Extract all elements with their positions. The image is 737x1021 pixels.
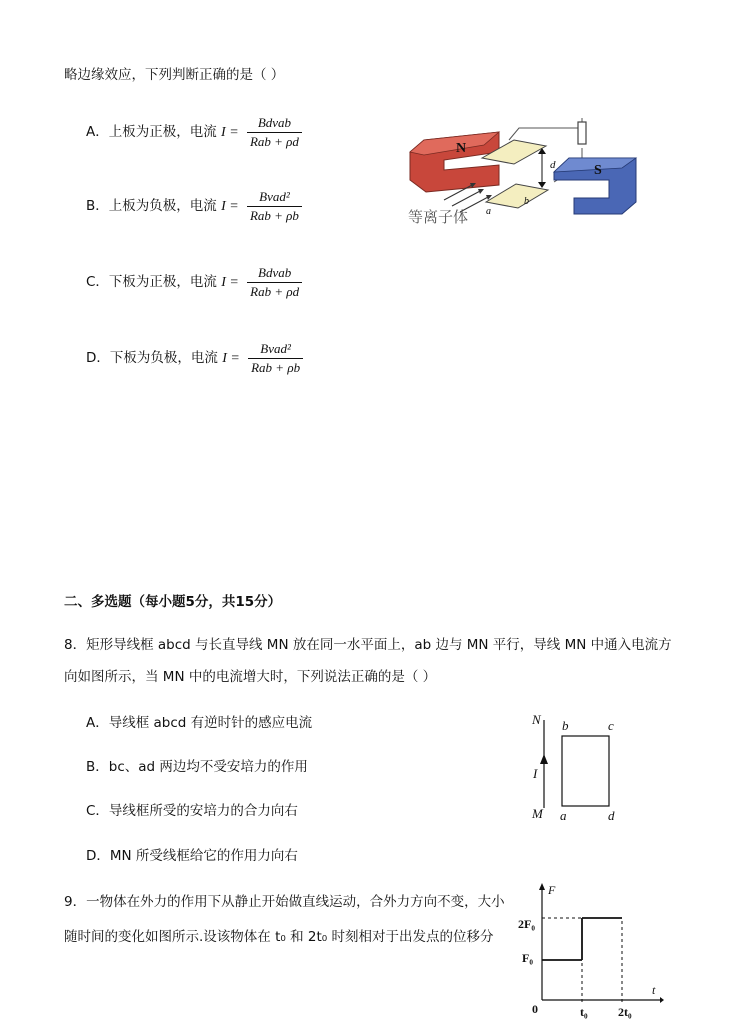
x-tick-2t0: 2t₀ bbox=[618, 1005, 632, 1019]
q7-option-b bbox=[86, 189, 302, 224]
q7-stem-tail: 略边缘效应，下列判断正确的是（ ） bbox=[64, 67, 285, 83]
q7-option-b-label: B．上板为负极，电流 bbox=[86, 198, 217, 214]
d-label: d bbox=[550, 159, 556, 171]
q7-option-a-denominator: Rab + ρd bbox=[249, 134, 299, 149]
b-label: b bbox=[524, 196, 529, 207]
rect-frame-abcd bbox=[562, 736, 609, 806]
q8-stem-line-1: 8．矩形导线框 abcd 与长直导线 MN 放在同一水平面上，ab 边与 MN 平行，导线 MN 中通入电流方 bbox=[64, 637, 672, 653]
q8-option-b: B．bc、ad 两边均不受安培力的作用 bbox=[86, 759, 308, 775]
plasma-caption: 等离子体 bbox=[408, 208, 469, 226]
x-tick-t0: t₀ bbox=[580, 1005, 588, 1019]
q7-option-d-fraction bbox=[248, 341, 303, 376]
f-axis-arrow-icon bbox=[539, 883, 545, 890]
q7-option-d-denominator: Rab + ρb bbox=[251, 360, 301, 375]
q8-wire-frame-figure bbox=[520, 708, 630, 826]
q7-option-c-lhs: I = bbox=[221, 275, 239, 290]
q9-force-time-chart bbox=[512, 880, 664, 1020]
t-axis-arrow-icon bbox=[660, 997, 664, 1003]
q7-option-c bbox=[86, 265, 302, 300]
a-label: a bbox=[486, 206, 491, 217]
resistor-icon bbox=[578, 122, 586, 144]
origin-label: 0 bbox=[532, 1002, 538, 1016]
circuit-wire-top bbox=[509, 118, 582, 140]
q8-option-a: A．导线框 abcd 有逆时针的感应电流 bbox=[86, 715, 313, 731]
q7-magnet-figure bbox=[404, 110, 644, 230]
q7-option-a-numerator: Bdvab bbox=[247, 115, 302, 133]
q7-option-d bbox=[86, 341, 303, 376]
lower-plate bbox=[486, 184, 548, 208]
q7-option-a bbox=[86, 115, 302, 150]
label-n: N bbox=[532, 712, 541, 727]
q7-option-d-label: D．下板为负极，电流 bbox=[86, 350, 218, 366]
q8-stem-line-2: 向如图所示，当 MN 中的电流增大时，下列说法正确的是（ ） bbox=[64, 669, 437, 685]
section-2-title: 二、多选题（每小题5分，共15分） bbox=[64, 594, 282, 610]
q8-option-d: D．MN 所受线框给它的作用力向右 bbox=[86, 848, 298, 864]
q8-option-c: C．导线框所受的安培力的合力向右 bbox=[86, 803, 298, 819]
q7-option-b-lhs: I = bbox=[221, 199, 239, 214]
label-b: b bbox=[562, 718, 569, 733]
chart-marks bbox=[542, 918, 622, 1002]
y-tick-f0: F₀ bbox=[522, 951, 533, 965]
s-magnet-label: S bbox=[594, 163, 602, 178]
q9-stem-line-2: 随时间的变化如图所示.设该物体在 t₀ 和 2t₀ 时刻相对于出发点的位移分 bbox=[64, 929, 494, 945]
q7-option-a-lhs: I = bbox=[221, 125, 239, 140]
q7-option-c-numerator: Bdvab bbox=[247, 265, 302, 283]
label-i: I bbox=[533, 766, 538, 781]
q7-option-a-label: A．上板为正极，电流 bbox=[86, 124, 217, 140]
q7-option-d-numerator: Bvad² bbox=[248, 341, 303, 359]
f-axis-label: F bbox=[548, 883, 556, 897]
q7-option-c-fraction bbox=[247, 265, 302, 300]
plasma-arrow-2 bbox=[452, 190, 482, 206]
d-arrow-head-down bbox=[538, 182, 546, 188]
q7-option-d-lhs: I = bbox=[222, 351, 240, 366]
current-arrow-icon bbox=[540, 754, 548, 764]
q7-option-b-fraction bbox=[247, 189, 302, 224]
y-tick-2f0: 2F₀ bbox=[518, 917, 535, 931]
t-axis-label: t bbox=[652, 983, 656, 997]
label-d: d bbox=[608, 808, 615, 823]
n-magnet-label: N bbox=[456, 141, 467, 156]
q7-option-c-label: C．下板为正极，电流 bbox=[86, 274, 217, 290]
label-m: M bbox=[532, 806, 543, 821]
q9-stem-line-1: 9．一物体在外力的作用下从静止开始做直线运动，合外力方向不变，大小 bbox=[64, 894, 505, 910]
q7-option-b-denominator: Rab + ρb bbox=[249, 208, 299, 223]
q7-option-a-fraction bbox=[247, 115, 302, 150]
label-a: a bbox=[560, 808, 567, 823]
label-c: c bbox=[608, 718, 614, 733]
q7-option-c-denominator: Rab + ρd bbox=[250, 284, 300, 299]
q7-option-b-numerator: Bvad² bbox=[247, 189, 302, 207]
